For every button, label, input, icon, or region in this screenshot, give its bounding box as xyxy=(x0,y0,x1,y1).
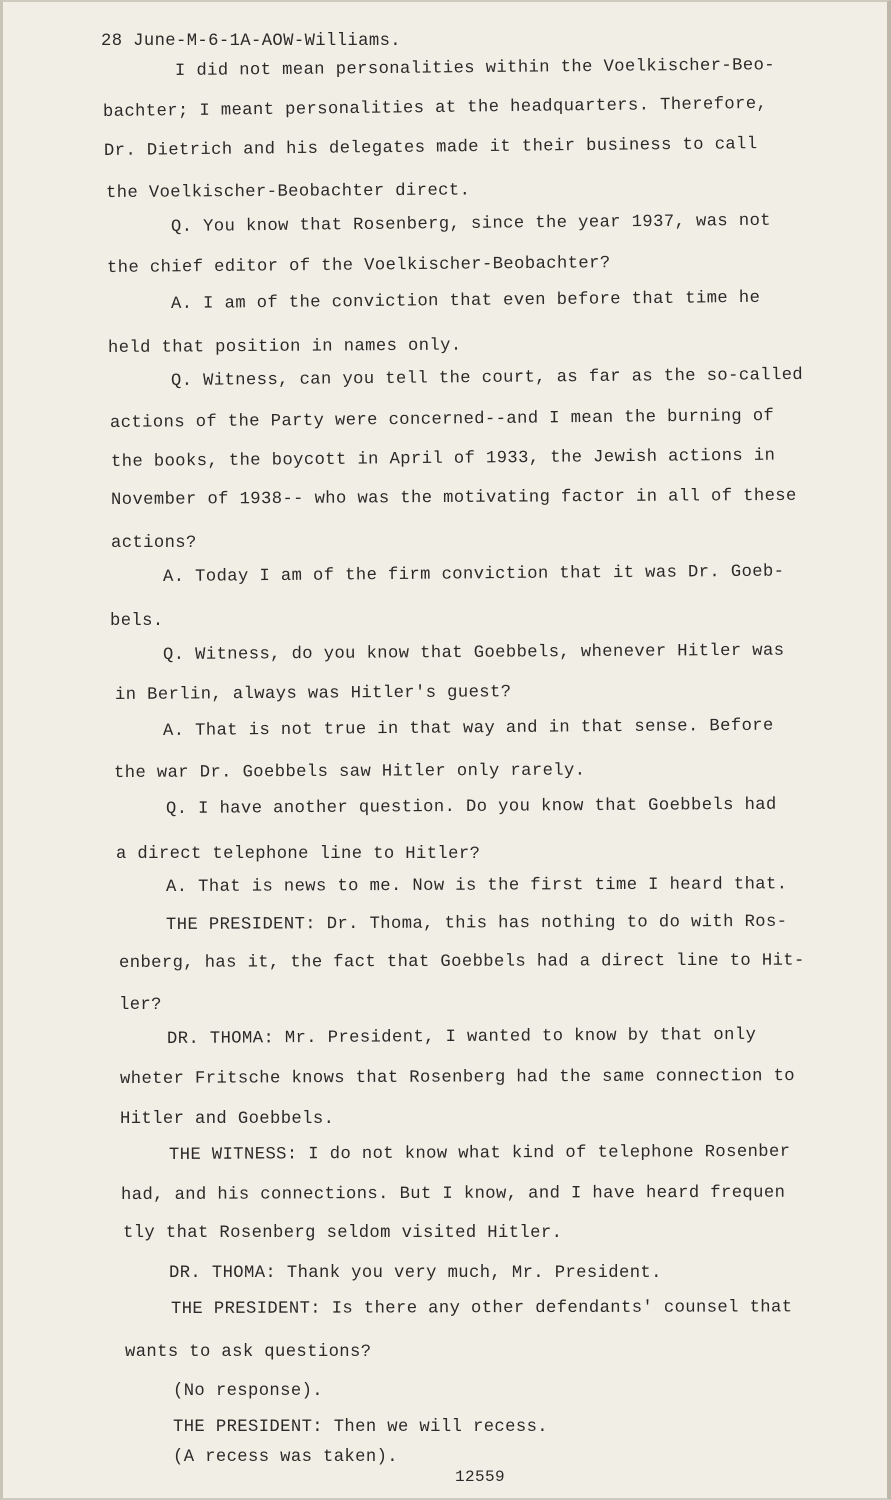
text-line: the chief editor of the Voelkischer-Beobachter? xyxy=(106,254,611,278)
text-line: THE WITNESS: I do not know what kind of telephone Rosenber xyxy=(168,1142,791,1165)
text-line: Q. I have another question. Do you know that Goebbels had xyxy=(165,795,777,819)
text-line: held that position in names only. xyxy=(107,336,462,358)
page-number: 12559 xyxy=(455,1468,506,1486)
text-line: THE PRESIDENT: Then we will recess. xyxy=(173,1418,548,1437)
text-line: Q. You know that Rosenberg, since the year 1937, was not xyxy=(170,211,772,237)
text-line: (A recess was taken). xyxy=(173,1448,398,1467)
text-line: wants to ask questions? xyxy=(125,1343,372,1362)
text-line: had, and his connections. But I know, and I have heard frequen xyxy=(120,1183,786,1205)
text-line: November of 1938-- who was the motivating factor in all of these xyxy=(110,486,797,510)
text-line: A. I am of the conviction that even before that time he xyxy=(170,288,761,314)
text-line: enberg, has it, the fact that Goebbels had a direct line to Hit- xyxy=(118,951,805,973)
text-line: actions of the Party were concerned--and I mean the burning of xyxy=(109,407,775,433)
text-line: the Voelkischer-Beobachter direct. xyxy=(105,181,471,203)
text-line: A. That is not true in that way and in that sense. Before xyxy=(162,716,774,741)
text-line: Dr. Dietrich and his delegates made it their business to call xyxy=(103,135,758,161)
text-line: bels. xyxy=(110,612,164,631)
text-line: a direct telephone line to Hitler? xyxy=(116,845,481,864)
text-line: THE PRESIDENT: Is there any other defendants' counsel that xyxy=(170,1298,793,1319)
text-line: A. Today I am of the firm conviction that it was Dr. Goeb- xyxy=(162,562,785,587)
text-line: the war Dr. Goebbels saw Hitler only rarely. xyxy=(113,761,586,783)
text-line: THE PRESIDENT: Dr. Thoma, this has nothing to do with Ros- xyxy=(165,912,788,935)
text-line: Q. Witness, do you know that Goebbels, whenever Hitler was xyxy=(162,641,785,665)
text-line: tly that Rosenberg seldom visited Hitler. xyxy=(123,1224,563,1243)
text-line: Hitler and Goebbels. xyxy=(120,1110,335,1129)
text-line: Q. Witness, can you tell the court, as far as the so-called xyxy=(170,365,804,391)
text-line: DR. THOMA: Thank you very much, Mr. President. xyxy=(169,1264,662,1283)
document-header: 28 June-M-6-1A-AOW-Williams. xyxy=(101,32,401,51)
text-line: actions? xyxy=(111,534,197,553)
text-line: DR. THOMA: Mr. President, I wanted to know by that only xyxy=(166,1025,757,1049)
text-line: I did not mean personalities within the Voelkischer-Beo- xyxy=(174,56,776,81)
text-line: bachter; I meant personalities at the headquarters. Therefore, xyxy=(102,94,768,122)
text-line: the books, the boycott in April of 1933, the Jewish actions in xyxy=(110,446,776,472)
text-line: ler? xyxy=(119,996,162,1015)
text-line: in Berlin, always was Hitler's guest? xyxy=(114,683,512,705)
text-line: (No response). xyxy=(173,1382,323,1401)
text-line: wheter Fritsche knows that Rosenberg had the same connection to xyxy=(119,1067,796,1089)
text-line: A. That is news to me. Now is the first time I heard that. xyxy=(165,875,788,897)
